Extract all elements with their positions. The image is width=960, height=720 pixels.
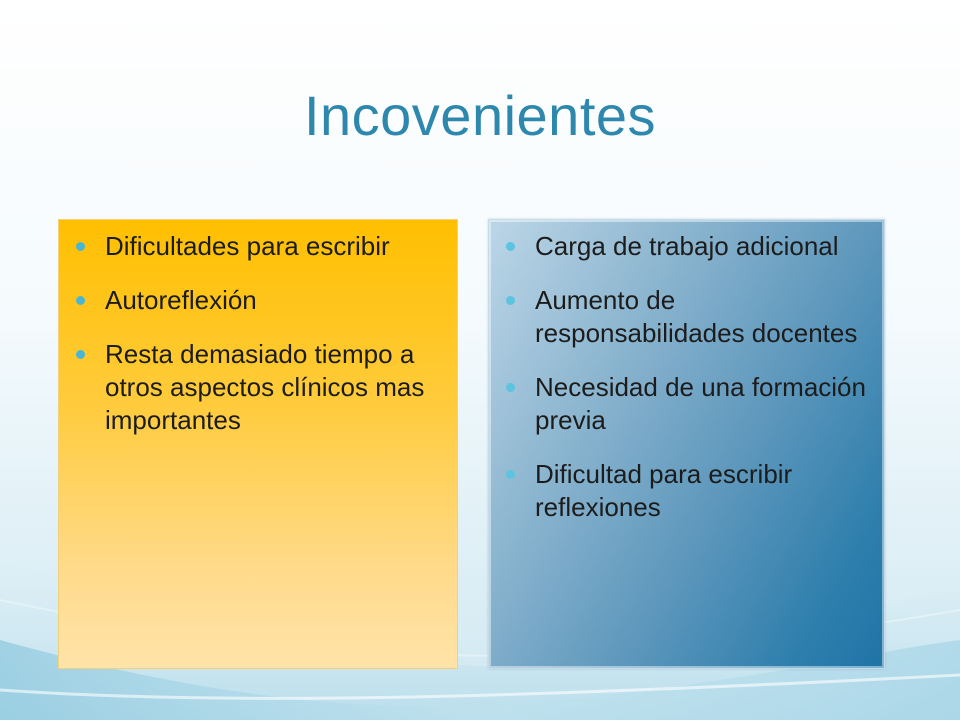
- bullet-dot-icon: [76, 350, 85, 359]
- list-item: [489, 284, 884, 350]
- list-item: [489, 230, 884, 263]
- bullet-dot-icon: [506, 242, 515, 251]
- bullet-dot-icon: [76, 242, 85, 251]
- list-item-text: Aumento de responsabilidades docentes: [535, 285, 858, 348]
- slide-title: Incovenientes: [303, 84, 657, 147]
- bullet-dot-icon: [506, 296, 515, 305]
- disadvantages-box-right: [488, 219, 885, 669]
- list-item-text: Dificultad para escribir reflexiones: [535, 459, 793, 522]
- bullet-dot-icon: [506, 383, 515, 392]
- list-item-text: Carga de trabajo adicional: [535, 231, 839, 261]
- left-bullet-list: [59, 220, 457, 458]
- bullet-dot-icon: [76, 296, 85, 305]
- list-item: [59, 338, 457, 437]
- list-item: [489, 458, 884, 524]
- list-item: [489, 371, 884, 437]
- right-bullet-list: [489, 220, 884, 545]
- list-item-text: Dificultades para escribir: [105, 231, 390, 261]
- list-item: [59, 284, 457, 317]
- list-item-text: Necesidad de una formación previa: [535, 372, 866, 435]
- list-item-text: Autoreflexión: [105, 285, 257, 315]
- bullet-dot-icon: [506, 470, 515, 479]
- disadvantages-box-left: [58, 219, 458, 669]
- list-item: [59, 230, 457, 263]
- list-item-text: Resta demasiado tiempo a otros aspectos clínicos mas importantes: [105, 339, 425, 435]
